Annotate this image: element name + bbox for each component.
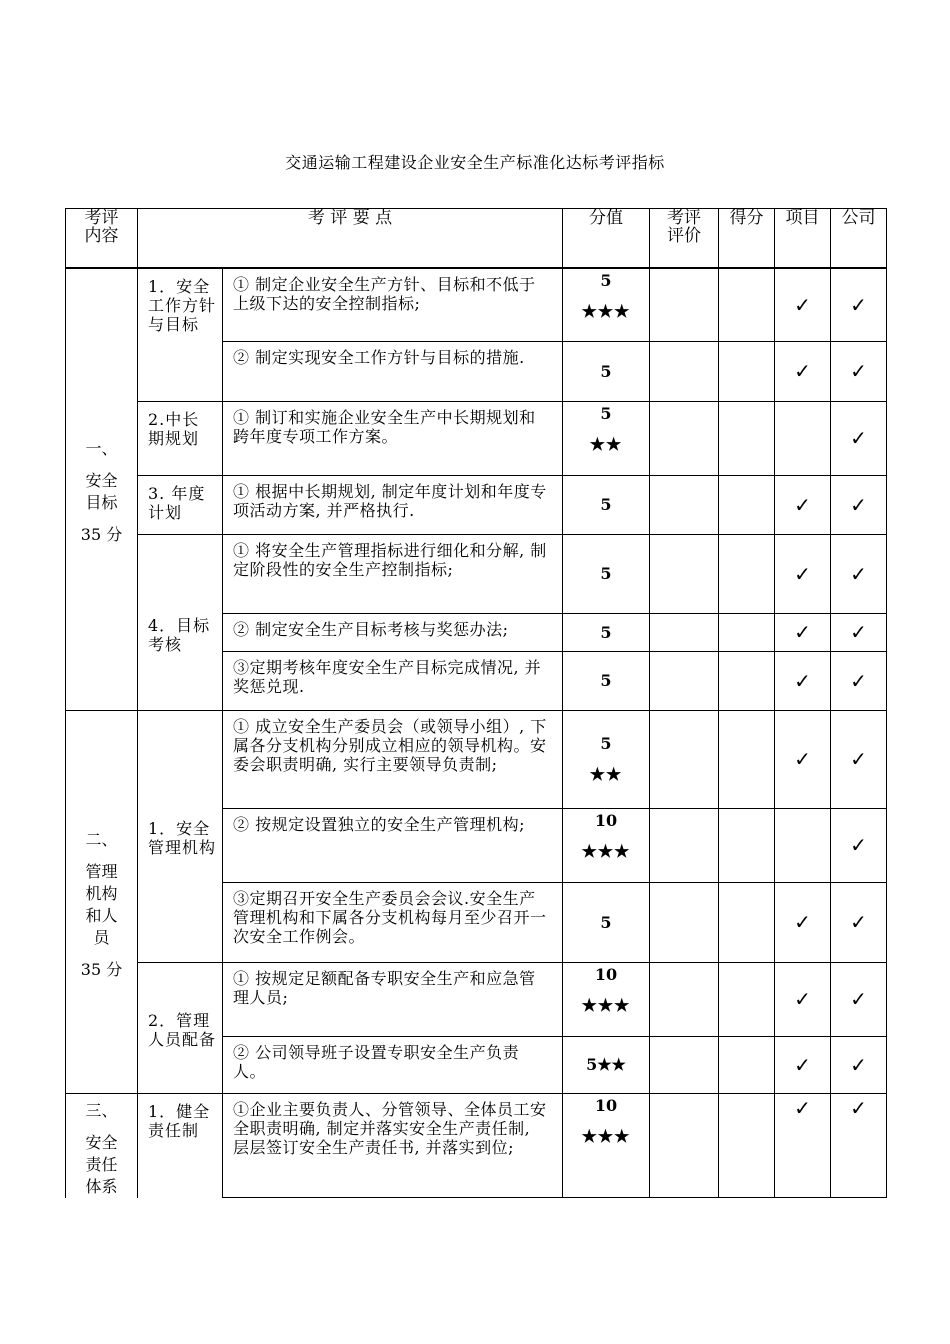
stars-icon: ★★: [589, 434, 623, 455]
requirement-text: ③定期考核年度安全生产目标完成情况, 并奖惩兑现.: [223, 651, 563, 710]
sub-item-name: 1．安全管理机构: [138, 710, 223, 962]
requirement-text: ① 根据中长期规划, 制定年度计划和年度专项活动方案, 并严格执行.: [223, 475, 563, 534]
score-value: 5: [563, 613, 650, 651]
category-score: 35 分: [80, 959, 123, 979]
check-icon: ✓: [775, 613, 831, 651]
requirement-text: ① 将安全生产管理指标进行细化和分解, 制定阶段性的安全生产控制指标;: [223, 534, 563, 613]
check-icon: [775, 401, 831, 475]
document-title: 交通运输工程建设企业安全生产标准化达标考评指标: [285, 153, 665, 172]
score-value: 5: [563, 534, 650, 613]
check-icon: ✓: [831, 613, 887, 651]
score-value: 10 ★★★: [563, 1093, 650, 1198]
requirement-text: ② 制定安全生产目标考核与奖惩办法;: [223, 613, 563, 651]
table-row: [66, 534, 887, 613]
requirement-text: ② 公司领导班子设置专职安全生产负责人。: [223, 1036, 563, 1093]
sub-item-name: 4．目标考核: [138, 534, 223, 710]
check-icon: ✓: [831, 534, 887, 613]
header-score: 分值: [563, 209, 650, 269]
evaluation-table: [65, 208, 887, 1198]
score-value: 5★★: [563, 1036, 650, 1093]
header-got: 得分: [719, 209, 775, 269]
evaluation-cell: [650, 1093, 719, 1198]
got-cell: [719, 710, 775, 808]
check-icon: ✓: [775, 534, 831, 613]
requirement-text: ① 按规定足额配备专职安全生产和应急管理人员;: [223, 962, 563, 1036]
score-value: 5 ★★: [563, 401, 650, 475]
evaluation-cell: [650, 808, 719, 882]
check-icon: ✓: [775, 341, 831, 401]
sub-item-name: 3. 年度计划: [138, 475, 223, 534]
score-value: 5: [563, 882, 650, 962]
check-icon: ✓: [831, 341, 887, 401]
score-value: 5 ★★: [563, 710, 650, 808]
evaluation-cell: [650, 475, 719, 534]
category-name: 安全 责任 体系: [85, 1132, 118, 1196]
got-cell: [719, 534, 775, 613]
check-icon: ✓: [831, 962, 887, 1036]
sub-item-name: 2．管理人员配备: [138, 962, 223, 1093]
evaluation-cell: [650, 341, 719, 401]
table-row: [66, 475, 887, 534]
got-cell: [719, 808, 775, 882]
check-icon: ✓: [831, 1036, 887, 1093]
score-value: 10 ★★★: [563, 808, 650, 882]
got-cell: [719, 613, 775, 651]
evaluation-cell: [650, 401, 719, 475]
got-cell: [719, 475, 775, 534]
got-cell: [719, 401, 775, 475]
check-icon: ✓: [775, 710, 831, 808]
evaluation-cell: [650, 613, 719, 651]
check-icon: ✓: [831, 808, 887, 882]
category-num: 三、: [85, 1100, 118, 1120]
check-icon: ✓: [775, 268, 831, 341]
header-row: [66, 209, 887, 269]
category-num: 二、: [85, 829, 118, 849]
check-icon: ✓: [831, 268, 887, 341]
requirement-text: ② 制定实现安全工作方针与目标的措施.: [223, 341, 563, 401]
requirement-text: ③定期召开安全生产委员会会议.安全生产管理机构和下属各分支机构每月至少召开一次安全工作例会。: [223, 882, 563, 962]
check-icon: ✓: [775, 475, 831, 534]
category-cell: [66, 268, 138, 710]
got-cell: [719, 341, 775, 401]
header-points: 考 评 要 点: [138, 209, 563, 269]
check-icon: ✓: [831, 882, 887, 962]
evaluation-cell: [650, 268, 719, 341]
score-value: 5: [563, 341, 650, 401]
requirement-text: ① 制定企业安全生产方针、目标和不低于上级下达的安全控制指标;: [223, 268, 563, 341]
table-row: [66, 401, 887, 475]
category-score: 35 分: [80, 525, 123, 545]
score-value: 5 ★★★: [563, 268, 650, 341]
category-num: 一、: [85, 439, 118, 459]
category-name: 管理 机构 和人 员: [85, 861, 118, 947]
stars-icon: ★★★: [581, 995, 631, 1016]
check-icon: ✓: [831, 475, 887, 534]
evaluation-cell: [650, 882, 719, 962]
evaluation-cell: [650, 534, 719, 613]
check-icon: ✓: [775, 1036, 831, 1093]
requirement-text: ① 制订和实施企业安全生产中长期规划和跨年度专项工作方案。: [223, 401, 563, 475]
stars-icon: ★★: [589, 764, 623, 785]
got-cell: [719, 962, 775, 1036]
evaluation-cell: [650, 962, 719, 1036]
category-cell: [66, 1093, 138, 1198]
stars-icon: ★★★: [581, 1126, 631, 1147]
score-value: 5: [563, 475, 650, 534]
evaluation-cell: [650, 710, 719, 808]
check-icon: ✓: [831, 651, 887, 710]
check-icon: ✓: [831, 401, 887, 475]
stars-icon: ★★★: [581, 302, 631, 322]
got-cell: [719, 268, 775, 341]
check-icon: ✓: [831, 1093, 887, 1198]
sub-item-name: 2.中长期规划: [138, 401, 223, 475]
check-icon: ✓: [831, 710, 887, 808]
got-cell: [719, 1093, 775, 1198]
table-row: [66, 710, 887, 808]
check-icon: ✓: [775, 962, 831, 1036]
header-company: 公司: [831, 209, 887, 269]
requirement-text: ①企业主要负责人、分管领导、全体员工安全职责明确, 制定并落实安全生产责任制, 层层签订安全生产责任书, 并落实到位;: [223, 1093, 563, 1198]
got-cell: [719, 651, 775, 710]
check-icon: ✓: [775, 651, 831, 710]
table-row: [66, 962, 887, 1036]
evaluation-cell: [650, 651, 719, 710]
score-value: 5: [563, 651, 650, 710]
category-cell: [66, 710, 138, 1093]
requirement-text: ② 按规定设置独立的安全生产管理机构;: [223, 808, 563, 882]
got-cell: [719, 1036, 775, 1093]
header-content: 考评 内容: [66, 209, 138, 269]
check-icon: ✓: [775, 1093, 831, 1198]
category-name: 安全 目标: [85, 471, 118, 513]
score-value: 10 ★★★: [563, 962, 650, 1036]
check-icon: ✓: [775, 882, 831, 962]
stars-icon: ★★★: [581, 841, 631, 862]
check-icon: [775, 808, 831, 882]
header-project: 项目: [775, 209, 831, 269]
table-row: [66, 1093, 887, 1198]
sub-item-name: 1．健全责任制: [138, 1093, 223, 1198]
header-evaluation: 考评 评价: [650, 209, 719, 269]
evaluation-cell: [650, 1036, 719, 1093]
got-cell: [719, 882, 775, 962]
table-row: [66, 268, 887, 341]
requirement-text: ① 成立安全生产委员会（或领导小组）, 下属各分支机构分别成立相应的领导机构。安委会职责明确, 实行主要领导负责制;: [223, 710, 563, 808]
sub-item-name: 1．安全工作方针与目标: [138, 268, 223, 401]
